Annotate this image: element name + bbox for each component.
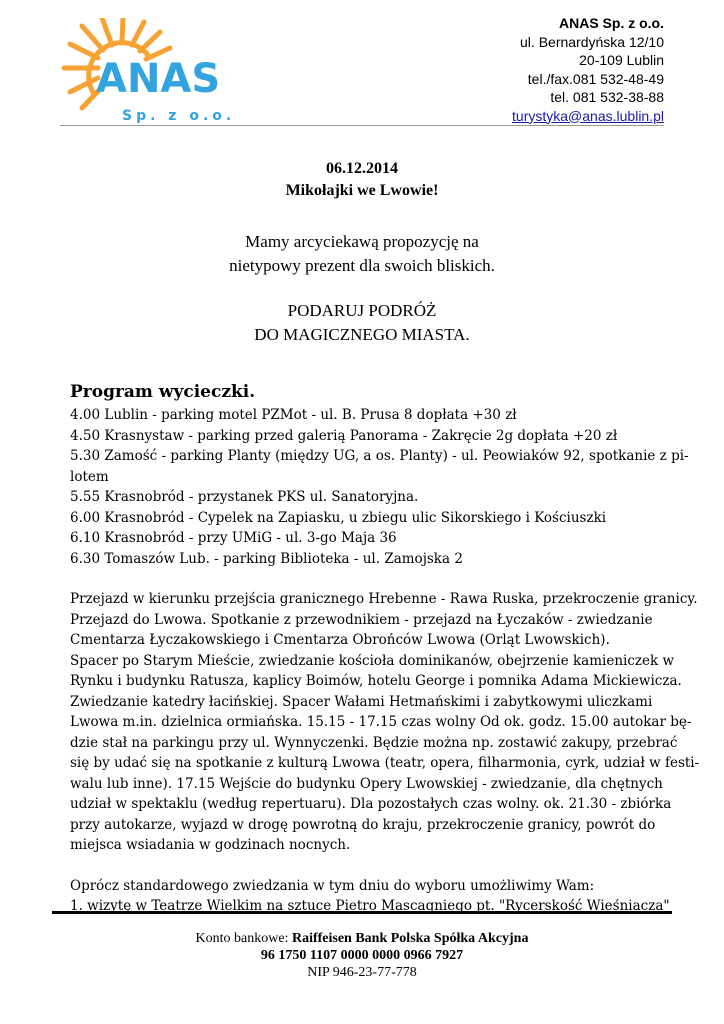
- description-line: Rynku i budynku Ratusza, kaplicy Boimów, hotelu George i pomnika Adama Mickiewicza.: [70, 673, 682, 689]
- gift-line: DO MAGICZNEGO MIASTA.: [254, 325, 470, 344]
- description-line: walu lub inne). 17.15 Wejście do budynku Opery Lwowskiej - zwiedzanie, dla chętnych: [70, 775, 663, 792]
- description-line: udział w spektaklu (według repertuaru). Dla pozostałych czas wolny. ok. 21.30 - zbiórka: [70, 796, 672, 812]
- gift-text: [0, 299, 724, 347]
- footer-divider: [52, 911, 672, 914]
- company-street: ul. Bernardyńska 12/10: [520, 33, 664, 50]
- nip-number: NIP 946-23-77-778: [307, 965, 417, 980]
- company-info: [512, 14, 664, 125]
- program-list: [70, 405, 689, 569]
- program-line: 5.55 Krasnobród - przystanek PKS ul. Sanatoryjna.: [70, 489, 419, 505]
- description-line: Spacer po Starym Mieście, zwiedzanie kościoła dominikanów, obejrzenie kamieniczek w: [70, 652, 675, 669]
- company-telfax: tel./fax.081 532-48-49: [527, 70, 664, 87]
- sun-logo-icon: [60, 18, 250, 128]
- description-line: dzie stał na parkingu przy ul. Wynnyczenki. Będzie można np. zostawić zakupy, przebrać: [70, 734, 678, 751]
- description-line: miejsca wsiadania w godzinach nocnych.: [70, 837, 351, 853]
- main-content: [70, 381, 700, 917]
- offer-line: Mamy arcyciekawą propozycję na: [245, 232, 479, 251]
- bank-account-number: 96 1750 1107 0000 0000 0966 7927: [260, 948, 464, 963]
- bank-account-line: [0, 930, 724, 947]
- offer-text: [0, 230, 724, 278]
- header-divider: [60, 125, 664, 126]
- gift-line: PODARUJ PODRÓŻ: [287, 301, 437, 320]
- description-line: Przejazd w kierunku przejścia granicznego Hrebenne - Rawa Ruska, przekroczenie granicy.: [70, 591, 698, 607]
- offer-line: nietypowy prezent dla swoich bliskich.: [229, 256, 495, 275]
- extra-line: Oprócz standardowego zwiedzania w tym dniu do wyboru umożliwimy Wam:: [70, 877, 595, 894]
- description-line: Cmentarza Łyczakowskiego i Cmentarza Obrońców Lwowa (Orląt Lwowskich).: [70, 632, 610, 648]
- description-line: przy autokarze, wyjazd w drogę powrotną do kraju, przekroczenie granicy, powrót do: [70, 816, 656, 833]
- company-logo: [60, 18, 250, 128]
- program-heading: Program wycieczki.: [70, 382, 256, 402]
- program-line: 6.10 Krasnobród - przy UMiG - ul. 3-go Maja 36: [70, 530, 397, 546]
- description-line: Przejazd do Lwowa. Spotkanie z przewodnikiem - przejazd na Łyczaków - zwiedzanie: [70, 611, 653, 628]
- program-line: 6.00 Krasnobród - Cypelek na Zapiasku, u zbiegu ulic Sikorskiego i Kościuszki: [70, 509, 607, 526]
- company-city: 20-109 Lublin: [579, 52, 664, 68]
- company-email-link[interactable]: turystyka@anas.lublin.pl: [512, 107, 664, 124]
- bank-name: Raiffeisen Bank Polska Spółka Akcyjna: [291, 931, 529, 946]
- bank-account-label: Konto bankowe:: [195, 931, 292, 946]
- description-line: Lwowa m.in. dzielnica ormiańska. 15.15 - 17.15 czas wolny Od ok. godz. 15.00 autokar bę-: [70, 714, 692, 730]
- description-line: się by udać się na spotkanie z kulturą Lwowa (teatr, opera, filharmonia, cyrk, udział w festi-: [70, 755, 700, 771]
- description-paragraph: [70, 589, 700, 856]
- event-title: Mikołajki we Lwowie!: [285, 182, 439, 199]
- event-date: 06.12.2014: [326, 160, 398, 177]
- program-line: 4.00 Lublin - parking motel PZMot - ul. B. Prusa 8 dopłata +30 zł: [70, 407, 517, 423]
- program-line: 6.30 Tomaszów Lub. - parking Biblioteka - ul. Zamojska 2: [70, 550, 463, 567]
- program-line: lotem: [70, 468, 109, 485]
- extra-line: 1. wizytę w Teatrze Wielkim na sztuce Pietro Mascagniego pt. "Rycerskość Wieśniacza": [70, 898, 670, 914]
- logo-subtext: Sp. z o.o.: [122, 108, 236, 124]
- logo-text: ANAS: [96, 56, 221, 102]
- footer: [0, 930, 724, 981]
- program-line: 5.30 Zamość - parking Planty (między UG, a os. Planty) - ul. Peowiaków 92, spotkanie z pi-: [70, 448, 689, 464]
- program-line: 4.50 Krasnystaw - parking przed galerią Panorama - Zakręcie 2g dopłata +20 zł: [70, 427, 618, 444]
- company-name: ANAS Sp. z o.o.: [559, 15, 664, 31]
- company-tel: tel. 081 532-38-88: [550, 89, 664, 105]
- description-line: Zwiedzanie katedry łacińskiej. Spacer Wałami Hetmańskimi i zabytkowymi uliczkami: [70, 693, 653, 710]
